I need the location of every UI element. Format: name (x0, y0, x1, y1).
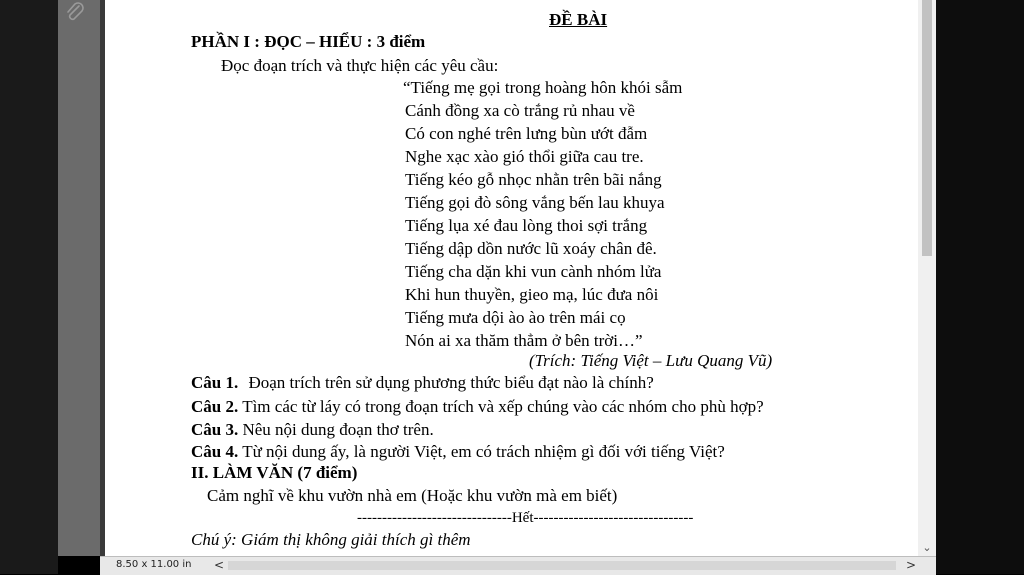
document-page (105, 0, 918, 556)
question-label: Câu 2. (191, 397, 239, 416)
poem-line: Tiếng cha dặn khi vun cành nhóm lửa (405, 262, 662, 281)
question-label: Câu 3. (191, 420, 239, 439)
poem-line: Tiếng dập dồn nước lũ xoáy chân đê. (405, 239, 657, 258)
poem-line: “Tiếng mẹ gọi trong hoàng hôn khói sẫm (403, 78, 683, 97)
question-2 (191, 397, 764, 417)
poem-line: Cánh đồng xa cò trắng rủ nhau về (405, 101, 635, 120)
poem-line: Tiếng kéo gỗ nhọc nhằn trên bãi nắng (405, 170, 662, 189)
end-marker: -------------------------------Hết-------------------------------- (357, 510, 694, 526)
scroll-left-icon[interactable]: < (214, 558, 225, 572)
poem-line: Nón ai xa thăm thẳm ở bên trời…” (405, 331, 643, 350)
vertical-scroll-thumb[interactable] (922, 0, 932, 256)
poem-line: Tiếng gọi đò sông vắng bến lau khuya (405, 193, 665, 212)
question-label: Câu 4. (191, 442, 239, 461)
horizontal-scrollbar[interactable] (228, 561, 896, 570)
poem-line: Tiếng mưa dội ào ào trên mái cọ (405, 308, 626, 327)
right-margin (936, 0, 1024, 574)
instruction-text: Đọc đoạn trích và thực hiện các yêu cầu: (221, 56, 499, 75)
page-size-label: 8.50 x 11.00 in (116, 559, 192, 570)
question-label: Câu 1. (191, 373, 239, 392)
part1-heading: PHẦN I : ĐỌC – HIỂU : 3 điểm (191, 32, 426, 51)
poem-line: Khi hun thuyền, gieo mạ, lúc đưa nôi (405, 285, 659, 304)
question-3 (191, 420, 434, 440)
scroll-right-icon[interactable]: > (906, 558, 917, 572)
poem-source: (Trích: Tiếng Việt – Lưu Quang Vũ) (529, 351, 773, 370)
document-title: ĐỀ BÀI (549, 10, 608, 29)
question-text: Tìm các từ láy có trong đoạn trích và xếp chúng vào các nhóm cho phù hợp? (242, 397, 764, 416)
left-gutter (0, 0, 58, 574)
question-text: Từ nội dung ấy, là người Việt, em có trách nhiệm gì đối với tiếng Việt? (242, 442, 725, 461)
poem-line: Tiếng lụa xé đau lòng thoi sợi trắng (405, 216, 648, 235)
essay-prompt: Cảm nghĩ về khu vườn nhà em (Hoặc khu vườn mà em biết) (207, 486, 618, 505)
question-1 (191, 373, 654, 393)
status-bar (100, 556, 936, 575)
note-text: Chú ý: Giám thị không giải thích gì thêm (191, 530, 471, 549)
question-4 (191, 442, 725, 462)
question-text: Đoạn trích trên sử dụng phương thức biểu đạt nào là chính? (248, 373, 654, 392)
part2-heading: II. LÀM VĂN (7 điểm) (191, 463, 358, 482)
scroll-down-icon[interactable]: ⌄ (922, 541, 932, 554)
poem-line: Có con nghé trên lưng bùn ướt đẫm (405, 124, 648, 143)
poem-line: Nghe xạc xào gió thổi giữa cau tre. (405, 147, 644, 166)
question-text: Nêu nội dung đoạn thơ trên. (242, 420, 434, 439)
paperclip-icon[interactable] (64, 2, 86, 24)
navigation-panel (58, 0, 100, 556)
